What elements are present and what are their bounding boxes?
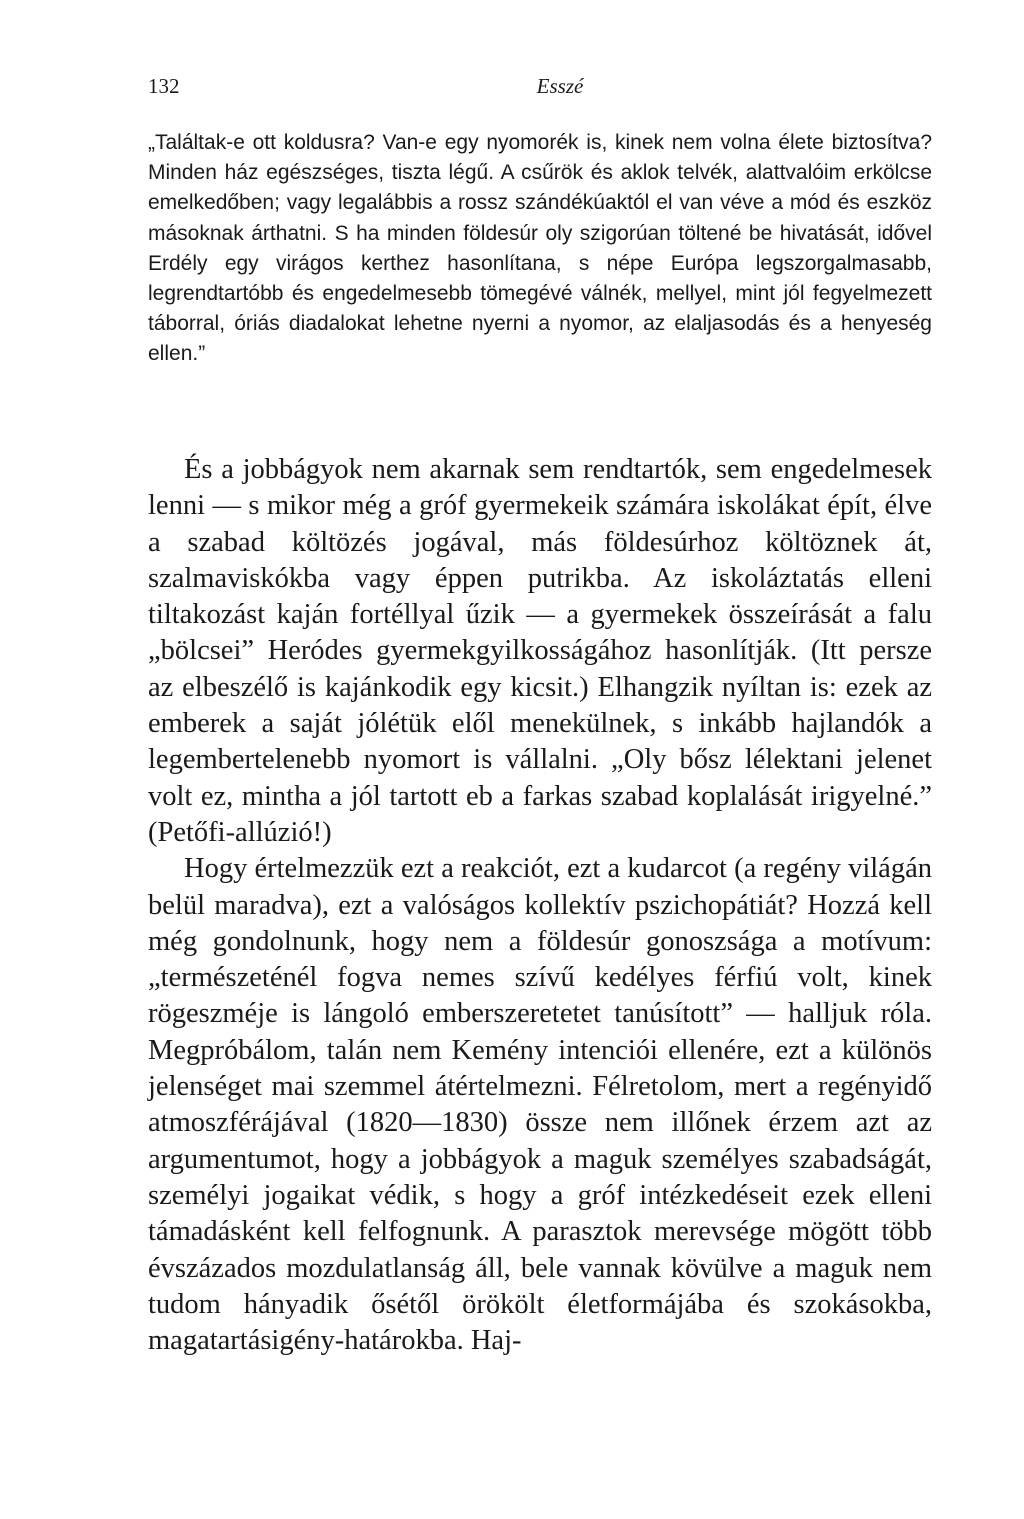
body-text bbox=[148, 452, 932, 1359]
quote-paragraph: „Találtak-e ott koldusra? Van-e egy nyomorék is, kinek nem volna élete biztosítva? Minden ház egészséges, tiszta légű. A csűrök és aklok telvék, alattvalóim erkölcse emelkedőben; vagy legalábbis a rossz szándékúaktól el van véve a mód és eszköz másoknak árthatni. S ha minden földesúr oly szigorúan töltené be hivatását, idővel Erdély egy virágos kerthez hasonlítana, s népe Európa legszorgalmasabb, legrendtartóbb és engedelmesebb tömegévé válnék, mellyel, mint jól fegyelmezett táborral, óriás diadalokat lehetne nyerni a nyomor, az elaljasodás és a henyeség ellen.” bbox=[148, 131, 932, 366]
body-paragraph-2: Hogy értelmezzük ezt a reakciót, ezt a kudarcot (a regény világán belül maradva), ezt a valóságos kollektív pszichopátiát? Hozzá kell még gondolnunk, hogy nem a földesúr gonoszsága a motívum: „természeténél fogva nemes szívű kedélyes férfiú volt, kinek rögeszméje is lángoló emberszeretetet tanúsított” — halljuk róla. Megpróbálom, talán nem Kemény intenciói ellenére, ezt a különös jelenséget mai szemmel átértelmezni. Félretolom, mert a regényidő atmoszférájával (1820—1830) össze nem illőnek érzem azt az argumentumot, hogy a jobbágyok a maguk személyes szabadságát, személyi jogaikat védik, s hogy a gróf intézkedéseit ezek elleni támadásként kell felfognunk. A parasztok merevsége mögött több évszázados mozdulatlanság áll, bele vannak kövülve a maguk nem tudom hányadik ősétől örökölt életformájába és szokásokba, magatartásigény-határokba. Haj- bbox=[148, 853, 932, 1357]
running-title: Esszé bbox=[536, 74, 584, 98]
block-quote bbox=[148, 128, 932, 370]
body-paragraph-1: És a jobbágyok nem akarnak sem rendtartók, sem engedelmesek lenni — s mikor még a gróf gyermekeik számára iskolákat épít, élve a szabad költözés jogával, más földesúrhoz költöznek át, szalmaviskókba vagy éppen putrikba. Az iskoláztatás elleni tiltakozást kaján fortéllyal űzik — a gyermekek összeírását a falu „bölcsei” Heródes gyermekgyilkosságához hasonlítják. (Itt persze az elbeszélő is kajánkodik egy kicsit.) Elhangzik nyíltan is: ezek az emberek a saját jólétük elől menekülnek, s inkább hajlandók a legembertelenebb nyomort is vállalni. „Oly bősz lélektani jelenet volt ez, mintha a jól tartott eb a farkas szabad koplalását irigyelné.” (Petőfi-allúzió!) bbox=[148, 454, 932, 848]
page-number: 132 bbox=[148, 74, 180, 98]
running-head bbox=[148, 74, 932, 104]
